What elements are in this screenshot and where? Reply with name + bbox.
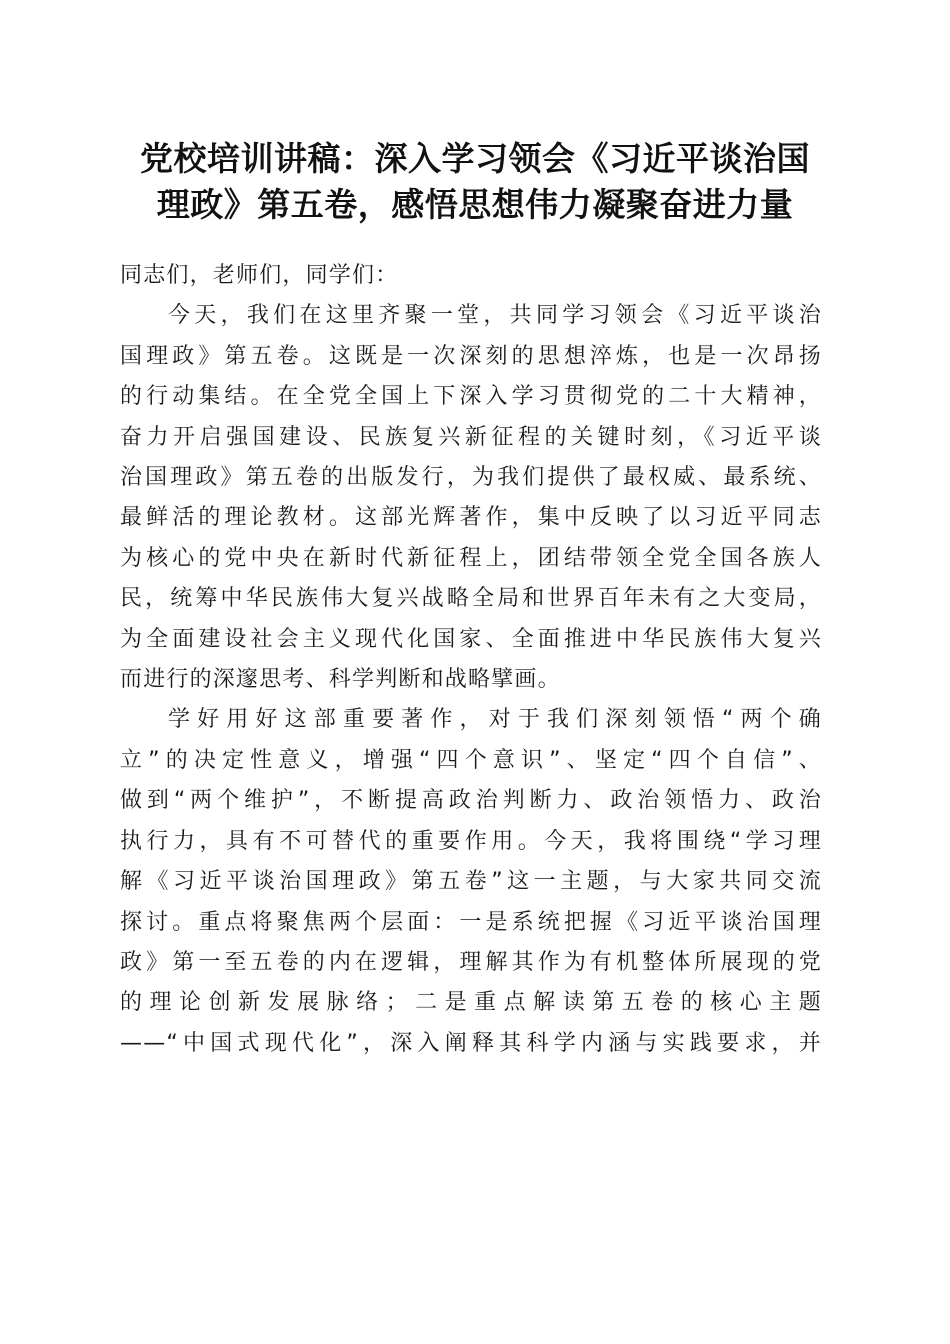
paragraph-line: 最鲜活的理论教材。这部光辉著作，集中反映了以习近平同志 bbox=[120, 505, 822, 531]
paragraph-line: ——“中国式现代化”，深入阐释其科学内涵与实践要求，并 bbox=[120, 1030, 822, 1056]
paragraph-2 bbox=[120, 700, 822, 1064]
paragraph-1 bbox=[120, 296, 822, 700]
document-title bbox=[100, 136, 850, 228]
paragraph-line: 做到“两个维护”，不断提高政治判断力、政治领悟力、政治 bbox=[120, 788, 822, 814]
paragraph-line: 民，统筹中华民族伟大复兴战略全局和世界百年未有之大变局， bbox=[120, 586, 822, 612]
paragraph-line: 的行动集结。在全党全国上下深入学习贯彻党的二十大精神， bbox=[120, 384, 822, 410]
paragraph-line: 的理论创新发展脉络；二是重点解读第五卷的核心主题 bbox=[120, 990, 822, 1016]
document-body bbox=[120, 256, 822, 1064]
paragraph-line: 政》第一至五卷的内在逻辑，理解其作为有机整体所展现的党 bbox=[120, 949, 822, 975]
paragraph-line: 今天，我们在这里齐聚一堂，共同学习领会《习近平谈治 bbox=[168, 303, 822, 329]
salutation: 同志们，老师们，同学们： bbox=[120, 263, 399, 288]
paragraph-line: 国理政》第五卷。这既是一次深刻的思想淬炼，也是一次昂扬 bbox=[120, 343, 822, 369]
paragraph-line: 解《习近平谈治国理政》第五卷”这一主题，与大家共同交流 bbox=[120, 869, 822, 895]
title-line-1: 党校培训讲稿：深入学习领会《习近平谈治国 bbox=[140, 139, 810, 178]
paragraph-line: 而进行的深邃思考、科学判断和战略擘画。 bbox=[120, 667, 561, 693]
paragraph-line: 执行力，具有不可替代的重要作用。今天，我将围绕“学习理 bbox=[120, 828, 822, 854]
paragraph-line: 学好用好这部重要著作，对于我们深刻领悟“两个确 bbox=[168, 707, 822, 733]
title-line-2: 理政》第五卷，感悟思想伟力凝聚奋进力量 bbox=[156, 185, 794, 224]
paragraph-line: 治国理政》第五卷的出版发行，为我们提供了最权威、最系统、 bbox=[120, 465, 822, 491]
paragraph-line: 奋力开启强国建设、民族复兴新征程的关键时刻，《习近平谈 bbox=[120, 424, 822, 450]
paragraph-line: 为全面建设社会主义现代化国家、全面推进中华民族伟大复兴 bbox=[120, 626, 822, 652]
paragraph-line: 立”的决定性意义，增强“四个意识”、坚定“四个自信”、 bbox=[120, 747, 822, 773]
paragraph-line: 探讨。重点将聚焦两个层面：一是系统把握《习近平谈治国理 bbox=[120, 909, 822, 935]
paragraph-line: 为核心的党中央在新时代新征程上，团结带领全党全国各族人 bbox=[120, 545, 822, 571]
